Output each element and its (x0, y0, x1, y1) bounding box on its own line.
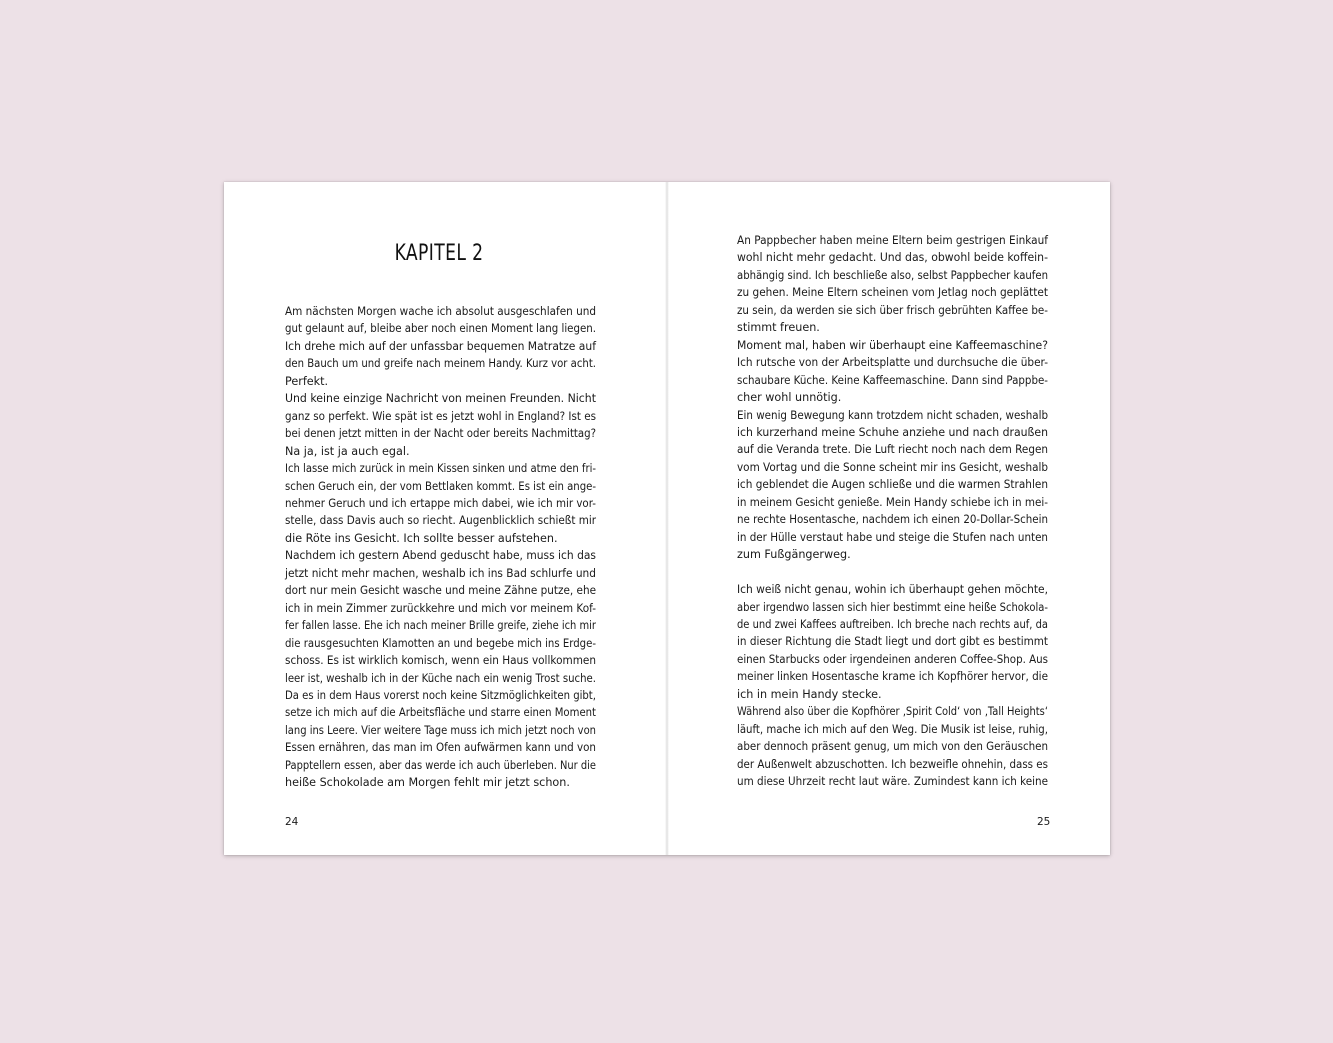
text-line: stelle, dass Davis auch so riecht. Augenblicklich schießt mir (285, 514, 597, 528)
text-line: in der Hülle verstaut habe und steige die Stufen nach unten (737, 530, 1049, 544)
text-line: Da es in dem Haus vorerst noch keine Sitzmöglichkeiten gibt, (285, 688, 596, 702)
text-line: abhängig sind. Ich beschließe also, selbst Pappbecher kaufen (737, 268, 1049, 282)
text-line: Na ja, ist ja auch egal. (285, 444, 410, 458)
text-line: dort nur mein Gesicht wasche und meine Zähne putze, ehe (285, 584, 596, 598)
text-line: Ich lasse mich zurück in mein Kissen sinken und atme den fri- (285, 462, 596, 476)
text-line: heiße Schokolade am Morgen fehlt mir jetzt schon. (285, 776, 570, 790)
text-line: den Bauch um und greife nach meinem Handy. Kurz vor acht. (285, 357, 597, 371)
text-line: jetzt nicht mehr machen, weshalb ich ins Bad schlurfe und (285, 566, 596, 580)
text-line: Ein wenig Bewegung kann trotzdem nicht schaden, weshalb (737, 408, 1049, 422)
text-line: wohl nicht mehr gedacht. Und das, obwohl beide koffein- (737, 251, 1049, 265)
text-line: Nachdem ich gestern Abend geduscht habe, muss ich das (285, 549, 596, 563)
text-line: Ich rutsche von der Arbeitsplatte und durchsuche die über- (737, 356, 1049, 370)
text-line: ich kurzerhand meine Schuhe anziehe und nach draußen (737, 425, 1048, 439)
text-line: läuft, mache ich mich auf den Weg. Die Musik ist leise, ruhig, (737, 722, 1049, 736)
right-page-number: 25 (1037, 816, 1051, 828)
text-line: cher wohl unnötig. (737, 391, 842, 405)
text-line: in meinem Gesicht genieße. Mein Handy schiebe ich in mei- (737, 495, 1048, 509)
right-page-body-text (737, 232, 1048, 790)
text-line: Ich drehe mich auf der unfassbar bequemen Matratze auf (285, 339, 596, 353)
text-line: setze ich mich auf die Arbeitsfläche und starre einen Moment (285, 706, 597, 720)
text-line: Perfekt. (285, 374, 329, 388)
text-line: gut gelaunt auf, bleibe aber noch einen Moment lang liegen. (285, 322, 597, 336)
chapter-title: KAPITEL 2 (394, 241, 484, 266)
text-line: meiner linken Hosentasche krame ich Kopfhörer hervor, die (737, 670, 1049, 684)
text-line: Essen ernähren, das man im Ofen aufwärmen kann und von (285, 741, 596, 755)
text-line: stimmt freuen. (737, 321, 820, 335)
text-line: Moment mal, haben wir überhaupt eine Kaffeemaschine? (737, 338, 1048, 352)
right-page (667, 182, 1110, 855)
text-line: um diese Uhrzeit recht laut wäre. Zumindest kann ich keine (737, 775, 1048, 789)
text-line: in dieser Richtung die Stadt liegt und dort gibt es bestimmt (737, 635, 1049, 649)
text-line: lang ins Leere. Vier weitere Tage muss ich mich jetzt noch von (285, 723, 597, 737)
text-line: schaubare Küche. Keine Kaffeemaschine. Dann sind Pappbe- (737, 373, 1048, 387)
text-line: An Pappbecher haben meine Eltern beim gestrigen Einkauf (737, 234, 1049, 247)
text-line: auf die Veranda trete. Die Luft riecht noch nach dem Regen (737, 443, 1048, 457)
left-page (224, 182, 667, 855)
text-line: die Röte ins Gesicht. Ich sollte besser aufstehen. (285, 531, 558, 545)
text-line: ne rechte Hosentasche, nachdem ich einen 20-Dollar-Schein (737, 513, 1049, 527)
text-line: vom Vortag und die Sonne scheint mir ins Gesicht, weshalb (737, 460, 1049, 474)
left-page-body-text (285, 303, 596, 792)
text-line: zu sein, da werden sie sich über frisch gebrühten Kaffee be- (737, 303, 1048, 317)
text-line: Und keine einzige Nachricht von meinen Freunden. Nicht (285, 392, 597, 406)
text-line: schoss. Es ist wirklich komisch, wenn ein Haus vollkommen (285, 654, 596, 668)
text-line: Papptellern essen, aber das werde ich auch überleben. Nur die (285, 758, 596, 772)
text-line: fer fallen lasse. Ehe ich nach meiner Brille greife, ziehe ich mir (285, 619, 596, 633)
text-line: de und zwei Kaffees auftreiben. Ich breche nach rechts auf, da (737, 617, 1048, 631)
text-line: Ich weiß nicht genau, wohin ich überhaupt gehen möchte, (737, 583, 1049, 597)
text-line: einen Starbucks oder irgendeinen anderen Coffee-Shop. Aus (737, 652, 1049, 666)
text-line: Am nächsten Morgen wache ich absolut ausgeschlafen und (285, 305, 597, 318)
text-line: aber dennoch präsent genug, um mich von den Geräuschen (737, 740, 1049, 754)
text-line: die rausgesuchten Klamotten an und begebe mich ins Erdge- (285, 636, 596, 650)
text-line: zu gehen. Meine Eltern scheinen vom Jetlag noch geplättet (737, 286, 1049, 300)
book-gutter (665, 182, 669, 855)
text-line: der Außenwelt abzuschotten. Ich bezweifle ohnehin, dass es (737, 757, 1048, 771)
text-line: ich in mein Handy stecke. (737, 687, 882, 701)
text-line: ganz so perfekt. Wie spät ist es jetzt wohl in England? Ist es (285, 409, 597, 423)
text-line: Während also über die Kopfhörer ‚Spirit Cold‘ von ‚Tall Heights‘ (737, 705, 1048, 719)
text-line: schen Geruch ein, der vom Bettlaken kommt. Es ist ein ange- (285, 479, 597, 493)
text-line: ich in mein Zimmer zurückkehre und mich vor meinem Kof- (285, 601, 596, 615)
text-line: ich geblendet die Augen schließe und die warmen Strahlen (737, 478, 1048, 492)
text-line: nehmer Geruch und ich ertappe mich dabei, wie ich mir vor- (285, 496, 597, 510)
text-line: leer ist, weshalb ich in der Küche nach ein wenig Trost suche. (285, 671, 597, 685)
left-page-number: 24 (285, 816, 299, 828)
text-line: bei denen jetzt mitten in der Nacht oder bereits Nachmittag? (285, 427, 597, 441)
text-line: aber irgendwo lassen sich hier bestimmt eine heiße Schokola- (737, 600, 1049, 614)
book-spread (224, 182, 1110, 855)
text-line: zum Fußgängerweg. (737, 548, 851, 562)
